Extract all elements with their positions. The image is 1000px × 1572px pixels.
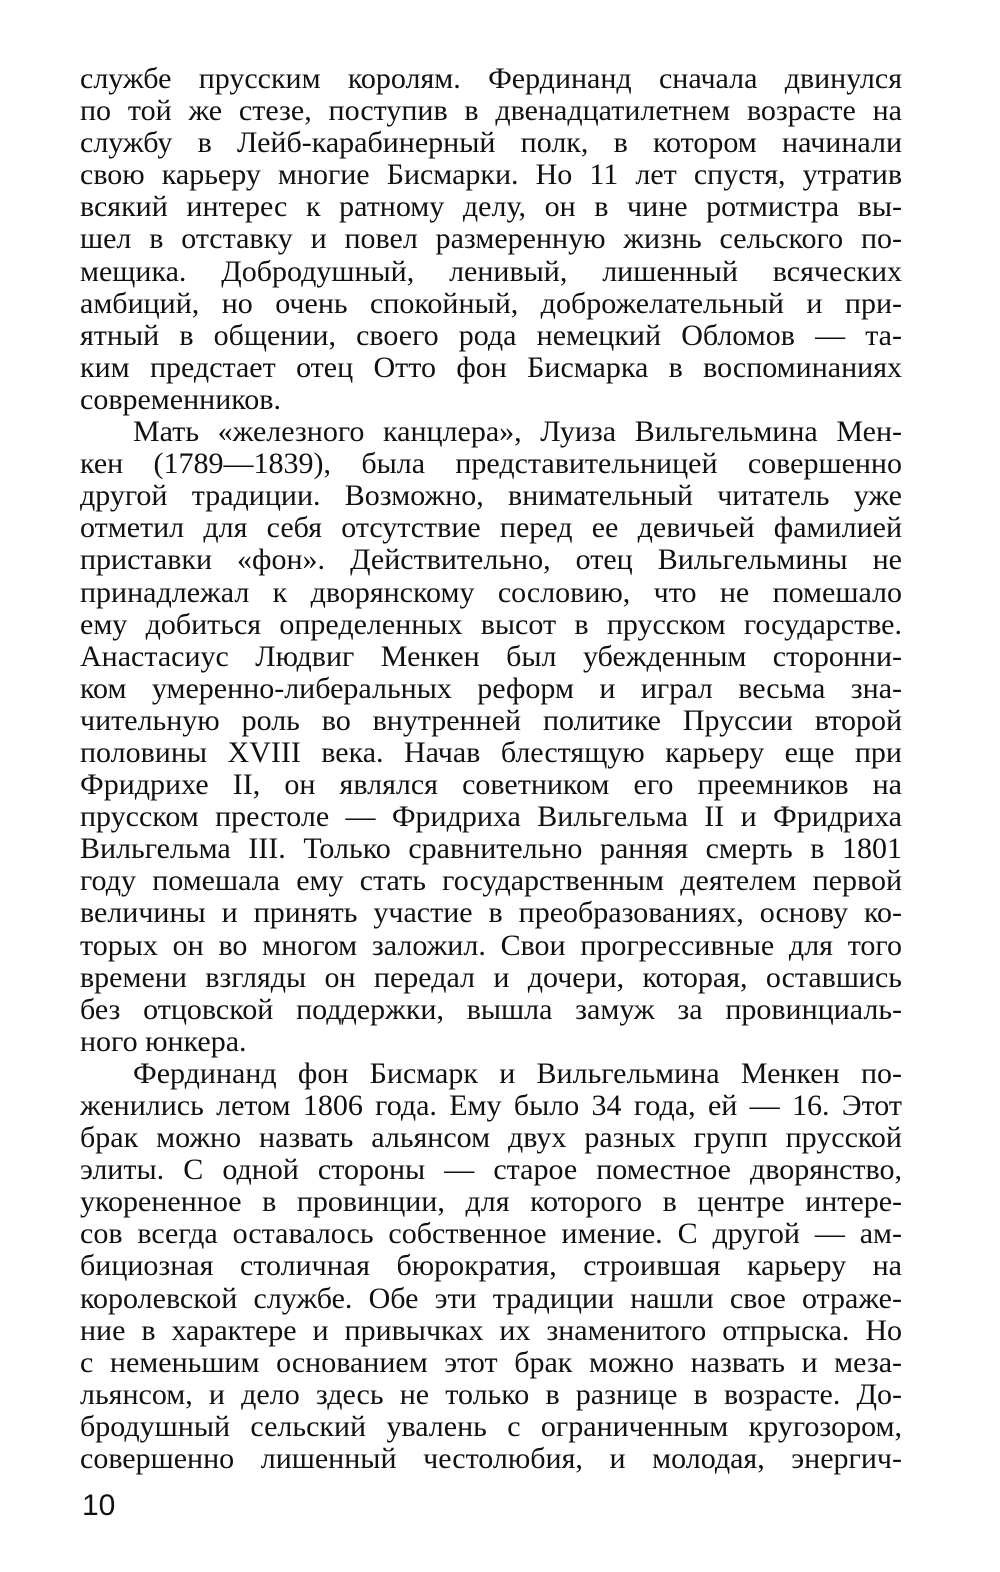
text-line: брак можно назвать альянсом двух разных групп прусской (80, 1121, 902, 1155)
text-line: шел в отставку и повел размеренную жизнь сельского по- (80, 222, 902, 256)
text-line: всякий интерес к ратному делу, он в чине ротмистра вы- (80, 190, 902, 224)
text-line: другой традиции. Возможно, внимательный читатель уже (80, 479, 902, 513)
text-line: сов всегда оставалось собственное имение. С другой — ам- (80, 1217, 902, 1251)
text-line: прусском престоле — Фридриха Вильгельма II и Фридриха (80, 800, 902, 834)
text-line: Анастасиус Людвиг Менкен был убежденным сторонни- (80, 639, 902, 673)
text-line: с неменьшим основанием этот брак можно назвать и меза- (80, 1345, 902, 1379)
text-line: элиты. С одной стороны — старое поместное дворянство, (80, 1153, 902, 1187)
text-line: ему добиться определенных высот в прусском государстве. (80, 607, 902, 641)
text-line: укорененное в провинции, для которого в центре интере- (80, 1185, 902, 1219)
text-line: отметил для себя отсутствие перед ее девичьей фамилией (80, 511, 902, 545)
text-line: принадлежал к дворянскому сословию, что не помешало (80, 575, 902, 609)
text-line: Мать «железного канцлера», Луиза Вильгельмина Мен- (133, 415, 902, 449)
text-line: ного юнкера. (80, 1024, 247, 1058)
text-line: торых он во многом заложил. Свои прогрессивные для того (80, 928, 902, 962)
text-line: службу в Лейб-карабинерный полк, в котором начинали (80, 126, 902, 160)
text-line: половины XVIII века. Начав блестящую карьеру еще при (80, 735, 902, 769)
paragraph-2 (80, 416, 902, 1058)
text-line: мещика. Добродушный, ленивый, лишенный всяческих (80, 254, 902, 288)
text-line: льянсом, и дело здесь не только в разнице в возрасте. До- (80, 1377, 902, 1411)
text-line: Вильгельма III. Только сравнительно ранняя смерть в 1801 (80, 832, 902, 866)
text-line: ятный в общении, своего рода немецкий Обломов — та- (80, 318, 902, 352)
page-number: 10 (82, 1489, 116, 1522)
paragraph-1 (80, 63, 902, 416)
text-line: Фридрихе II, он являлся советником его преемников на (80, 768, 902, 802)
text-line: времени взгляды он передал и дочери, которая, оставшись (80, 960, 902, 994)
text-line: приставки «фон». Действительно, отец Вильгельмины не (80, 543, 902, 577)
text-line: ким предстает отец Отто фон Бисмарка в воспоминаниях (80, 350, 902, 384)
text-line: кен (1789—1839), была представительницей совершенно (80, 447, 902, 481)
text-line: службе прусским королям. Фердинанд сначала двинулся (80, 62, 902, 95)
text-line: величины и принять участие в преобразованиях, основу ко- (80, 896, 902, 930)
text-line: без отцовской поддержки, вышла замуж за провинциаль- (80, 992, 902, 1026)
text-line: амбиций, но очень спокойный, доброжелательный и при- (80, 286, 902, 320)
text-line: свою карьеру многие Бисмарки. Но 11 лет спустя, утратив (80, 158, 902, 192)
text-line: ком умеренно-либеральных реформ и играл весьма зна- (80, 671, 902, 705)
text-line: Фердинанд фон Бисмарк и Вильгельмина Менкен по- (133, 1056, 902, 1090)
text-line: совершенно лишенный честолюбия, и молодая, энергич- (80, 1442, 902, 1476)
body-text (80, 63, 902, 1475)
text-line: по той же стезе, поступив в двенадцатилетнем возрасте на (80, 94, 902, 128)
text-line: году помешала ему стать государственным деятелем первой (80, 864, 902, 898)
text-line: бициозная столичная бюрократия, строившая карьеру на (80, 1249, 902, 1283)
text-line: женились летом 1806 года. Ему было 34 года, ей — 16. Этот (80, 1089, 902, 1122)
text-line: чительную роль во внутренней политике Пруссии второй (80, 703, 902, 737)
text-line: королевской службе. Обе эти традиции нашли свое отраже- (80, 1281, 902, 1315)
text-line: ние в характере и привычках их знаменитого отпрыска. Но (80, 1313, 902, 1347)
paragraph-3 (80, 1058, 902, 1475)
text-line: современников. (80, 382, 281, 416)
text-line: бродушный сельский увалень с ограниченным кругозором, (80, 1409, 902, 1443)
